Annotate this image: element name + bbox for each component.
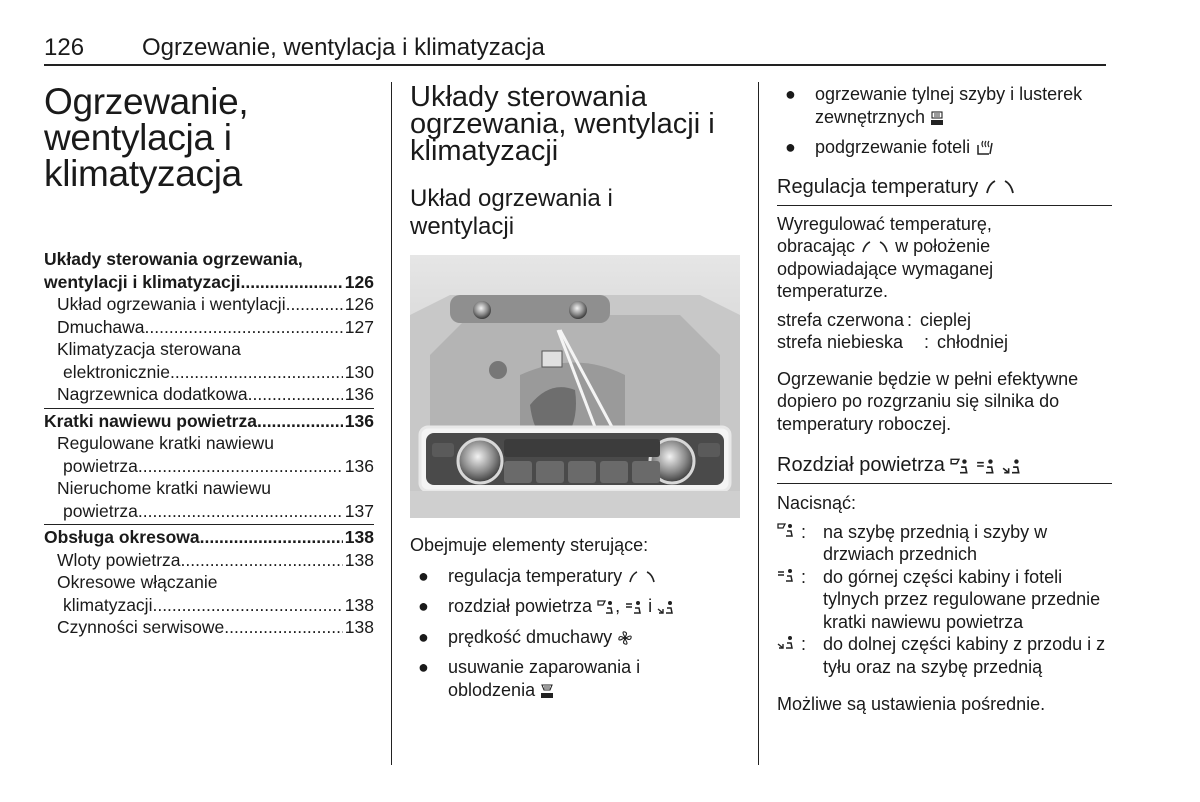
toc-entry-title: Wloty powietrza [57, 549, 181, 570]
toc-entry[interactable] [44, 316, 374, 339]
toc-page: 126 [344, 271, 374, 292]
toc-entry-title: powietrza [63, 455, 138, 476]
toc-entry-title[interactable]: Regulowane kratki nawiewu [57, 433, 274, 453]
zone-label: strefa czerwona [777, 309, 905, 330]
list-item [777, 136, 1112, 159]
zone-table [777, 309, 1112, 354]
toc-page: 138 [344, 594, 374, 615]
airflow-face-icon [777, 567, 795, 583]
separator: : [801, 521, 807, 542]
temperature-text [777, 213, 1112, 303]
airflow-windscreen-icon [777, 522, 795, 538]
temperature-knob-icon [627, 569, 657, 585]
bullet: ● [785, 137, 796, 157]
text-line: Wyregulować temperaturę, [777, 213, 992, 234]
toc-page: 126 [344, 294, 374, 314]
chapter-title [44, 81, 374, 194]
air-option [777, 566, 1112, 634]
zone-row [777, 331, 1112, 354]
heading-line: Układy sterowania [410, 81, 647, 113]
airflow-face-icon [976, 457, 996, 475]
toc-entry-title: Układ ogrzewania i wentylacji [57, 294, 286, 314]
toc-entry-title: Nagrzewnica dodatkowa [57, 384, 248, 404]
toc-entry-title: wentylacji i klimatyzacji [44, 271, 241, 292]
air-distribution-heading [777, 453, 1112, 477]
toc-entry[interactable] [44, 594, 374, 617]
toc-entry[interactable] [44, 524, 374, 549]
chapter-title-line: wentylacja i [44, 117, 232, 158]
separator: : [907, 309, 913, 330]
list-item-text: oblodzenia [448, 679, 536, 700]
defrost-max-icon [540, 683, 554, 699]
toc-entry[interactable] [44, 500, 374, 523]
toc-entry[interactable] [44, 455, 374, 478]
heading-line: klimatyzacji [410, 135, 559, 167]
column-divider [758, 82, 759, 765]
separator: : [801, 566, 807, 587]
list-item [777, 83, 1112, 128]
separator: : [924, 332, 930, 352]
text-line: odpowiadające wymaganej [777, 258, 994, 279]
toc-entry-title[interactable]: Okresowe włączanie [57, 572, 218, 592]
toc-entry[interactable] [44, 293, 374, 316]
page-header [44, 34, 1106, 66]
toc-entry[interactable] [44, 383, 374, 406]
toc-page: 136 [344, 455, 374, 476]
list-item-text: podgrzewanie foteli [815, 137, 971, 157]
toc-page: 136 [344, 410, 374, 431]
bullet: ● [418, 565, 429, 586]
toc-section-title: Kratki nawiewu powietrza [44, 410, 257, 431]
toc-entry-title: Dmuchawa [57, 316, 145, 337]
toc-entry-title: powietrza [63, 500, 138, 521]
controls-column [410, 80, 740, 701]
airflow-feet-icon [777, 634, 795, 650]
toc-page: 127 [344, 316, 374, 337]
heading-line: wentylacji [410, 213, 515, 240]
toc-entry[interactable] [44, 616, 374, 639]
intro-text: Obejmuje elementy sterujące: [410, 535, 649, 555]
temperature-knob-icon [860, 239, 890, 255]
table-of-contents [44, 248, 374, 639]
press-text: Nacisnąć: [777, 493, 857, 513]
list-item-text: i [648, 596, 653, 616]
section-heading [410, 81, 740, 167]
heading-line: ogrzewania, wentylacji i [410, 108, 715, 140]
final-note: Możliwe są ustawienia pośrednie. [777, 694, 1046, 714]
option-text: do dolnej części kabiny z przodu i z tyłu oraz na szybę przednią [823, 634, 1106, 677]
list-item [410, 595, 740, 618]
toc-entry[interactable] [44, 271, 374, 294]
toc-entry[interactable] [44, 549, 374, 572]
toc-entry[interactable] [44, 361, 374, 384]
list-item-text: ogrzewanie tylnej szyby i lusterek [815, 84, 1083, 104]
bullet: ● [418, 596, 429, 616]
airflow-feet-icon [1002, 457, 1022, 475]
text-line: temperaturze. [777, 281, 889, 301]
bullet: ● [418, 626, 429, 647]
list-item-text: usuwanie zaparowania i [448, 657, 641, 677]
bullet: ● [785, 84, 796, 104]
separator: : [801, 634, 807, 654]
toc-page: 138 [344, 617, 374, 637]
toc-entry-title[interactable]: Nieruchome kratki nawiewu [57, 478, 271, 498]
toc-section-title[interactable]: Układy sterowania ogrzewania, [44, 249, 303, 269]
toc-page: 138 [344, 549, 374, 570]
heading-text: Rozdział powietrza [777, 454, 945, 476]
toc-page: 130 [344, 361, 374, 382]
toc-entry-title: elektronicznie [63, 361, 170, 382]
toc-entry-title: klimatyzacji [63, 594, 153, 615]
option-text: na szybę przednią i szyby w drzwiach przednich [823, 521, 1048, 564]
airflow-face-icon [625, 599, 643, 615]
zone-row [777, 309, 1112, 332]
toc-page: 137 [344, 500, 374, 521]
zone-label: strefa niebieska [777, 332, 904, 352]
text-line: w położenie [895, 236, 991, 256]
bullet: ● [418, 657, 429, 677]
toc-page: 136 [344, 384, 374, 404]
heated-seat-icon [975, 139, 995, 157]
toc-column [44, 80, 374, 639]
list-item-text: , [615, 596, 621, 616]
running-title: Ogrzewanie, wentylacja i klimatyzacja [142, 34, 545, 61]
air-option [777, 633, 1112, 678]
list-item-text: rozdział powietrza [448, 596, 593, 616]
climate-control-panel-image [410, 255, 740, 518]
airflow-windscreen-icon [597, 599, 615, 615]
temperature-section [777, 205, 1112, 436]
details-column [777, 80, 1112, 716]
temperature-knob-icon [984, 178, 1016, 196]
heating-note: Ogrzewanie będzie w pełni efektywne dopiero po rozgrzaniu się silnika do temperatury roboczej. [777, 368, 1079, 434]
list-item [410, 565, 740, 588]
text-line: obracając [777, 236, 856, 256]
toc-section-title: Obsługa okresowa [44, 527, 200, 547]
chapter-title-line: klimatyzacja [44, 153, 242, 194]
option-text: do górnej części kabiny i foteli tylnych przez regulowane przednie kratki nawiewu powietrza [823, 566, 1101, 632]
dashboard-illustration [410, 255, 740, 518]
heading-line: Układ ogrzewania i [410, 185, 613, 212]
toc-page: 138 [344, 527, 374, 547]
column-divider [391, 82, 392, 765]
list-item-text: regulacja temperatury [448, 565, 623, 586]
toc-entry[interactable] [44, 408, 374, 433]
toc-entry-title: Czynności serwisowe [57, 617, 225, 637]
list-item [410, 656, 740, 701]
air-option [777, 521, 1112, 566]
page-number: 126 [44, 34, 85, 61]
list-item-text: prędkość dmuchawy [448, 626, 613, 647]
fan-icon [617, 630, 633, 646]
toc-entry-title[interactable]: Klimatyzacja sterowana [57, 339, 241, 359]
rear-defrost-icon [930, 110, 944, 126]
list-item [410, 626, 740, 649]
list-item-text: zewnętrznych [815, 106, 926, 127]
airflow-windscreen-icon [950, 457, 970, 475]
zone-value: chłodniej [937, 332, 1009, 352]
air-distribution-section [777, 483, 1112, 716]
airflow-feet-icon [657, 599, 675, 615]
chapter-title-line: Ogrzewanie, [44, 81, 249, 122]
zone-value: cieplej [920, 309, 972, 330]
subsection-heading [410, 185, 740, 241]
temperature-heading [777, 175, 1112, 199]
heading-text: Regulacja temperatury [777, 175, 979, 198]
